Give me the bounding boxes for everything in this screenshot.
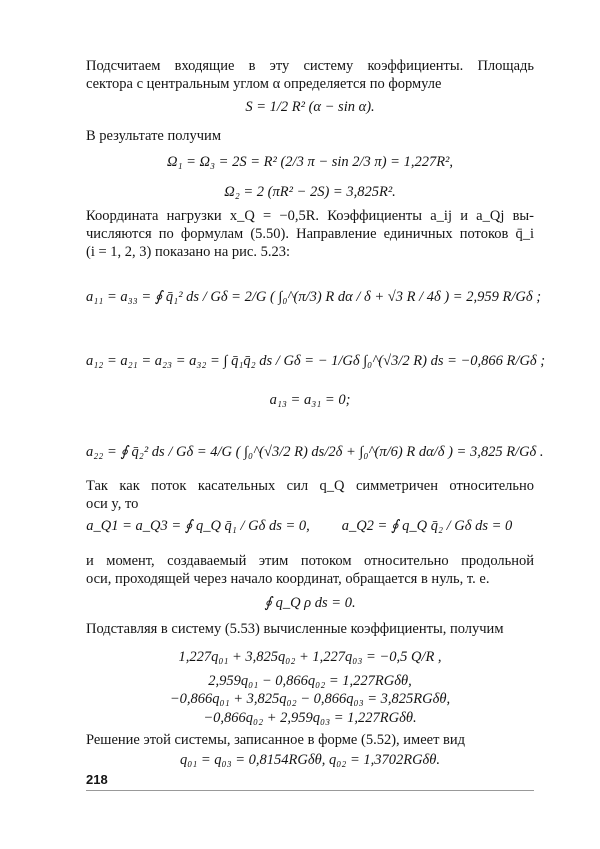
paragraph-moment — [86, 552, 534, 588]
text-line: числяются по формулам (5.50). Направление единичных потоков q̄_i — [86, 226, 534, 242]
paragraph-result — [86, 127, 534, 145]
text-line: Подставляя в систему (5.53) вычисленные коэффициенты, получим — [86, 621, 504, 637]
text-line: Подсчитаем входящие в эту систему коэффициенты. Площадь — [86, 58, 534, 74]
equation-moment-integral: ∮ q_Q ρ ds = 0. — [264, 595, 356, 611]
equation-system-2: 2,959q₀₁ − 0,866q₀₂ = 1,227RGδθ, — [208, 673, 412, 689]
text-line: Так как поток касательных сил q_Q симметричен относительно — [86, 478, 534, 494]
text-line: оси y, то — [86, 496, 139, 512]
paragraph-solution — [86, 731, 534, 749]
equation-omega-1-3: Ω₁ = Ω₃ = 2S = R² (2/3 π − sin 2/3 π) = 1,227R², — [166, 154, 454, 170]
paragraph-load-coordinate — [86, 207, 534, 261]
equation-a22: a₂₂ = ∮ q̄₂² ds / Gδ = 4/G ( ∫₀^(√3/2 R) ds/2δ + ∫₀^(π/6) R dα/δ ) = 3,825 R/Gδ . — [86, 444, 544, 460]
equation-system-3: −0,866q₀₁ + 3,825q₀₂ − 0,866q₀₃ = 3,825RGδθ, — [169, 691, 451, 707]
equation-a13: a₁₃ = a₃₁ = 0; — [269, 392, 351, 408]
paragraph-intro — [86, 57, 534, 93]
equation-sector-area: S = 1/2 R² (α − sin α). — [245, 99, 375, 115]
paragraph-substitution — [86, 620, 534, 638]
equation-aq2: a_Q2 = ∮ q_Q q̄₂ / Gδ ds = 0 — [341, 518, 513, 534]
text-line: оси, проходящей через начало координат, обращается в нуль, т. е. — [86, 571, 490, 587]
equation-a12: a₁₂ = a₂₁ = a₂₃ = a₃₂ = ∫ q̄₁q̄₂ ds / Gδ = − 1/Gδ ∫₀^(√3/2 R) ds = −0,866 R/Gδ ; — [86, 353, 546, 369]
page-number: 218 — [86, 772, 108, 787]
text-line: Решение этой системы, записанное в форме (5.52), имеет вид — [86, 732, 466, 748]
text-line: Координата нагрузки x_Q = −0,5R. Коэффициенты a_ij и a_Qj вы- — [86, 208, 534, 224]
equation-a11: a₁₁ = a₃₃ = ∮ q̄₁² ds / Gδ = 2/G ( ∫₀^(π/3) R dα / δ + √3 R / 4δ ) = 2,959 R/Gδ ; — [86, 289, 542, 305]
text-line: В результате получим — [86, 128, 221, 144]
footer-divider — [86, 790, 534, 791]
equation-system-1: 1,227q₀₁ + 3,825q₀₂ + 1,227q₀₃ = −0,5 Q/R , — [178, 649, 442, 665]
text-line: и момент, создаваемый этим потоком относительно продольной — [86, 553, 534, 569]
equation-system-4: −0,866q₀₂ + 2,959q₀₃ = 1,227RGδθ. — [203, 710, 417, 726]
equation-aq1: a_Q1 = a_Q3 = ∮ q_Q q̄₁ / Gδ ds = 0, — [86, 518, 310, 534]
equation-solution: q₀₁ = q₀₃ = 0,8154RGδθ, q₀₂ = 1,3702RGδθ. — [179, 752, 441, 768]
text-line: сектора с центральным углом α определяется по формуле — [86, 76, 442, 92]
paragraph-symmetry — [86, 477, 534, 513]
text-line: (i = 1, 2, 3) показано на рис. 5.23: — [86, 244, 290, 260]
equation-omega-2: Ω₂ = 2 (πR² − 2S) = 3,825R². — [224, 184, 396, 200]
